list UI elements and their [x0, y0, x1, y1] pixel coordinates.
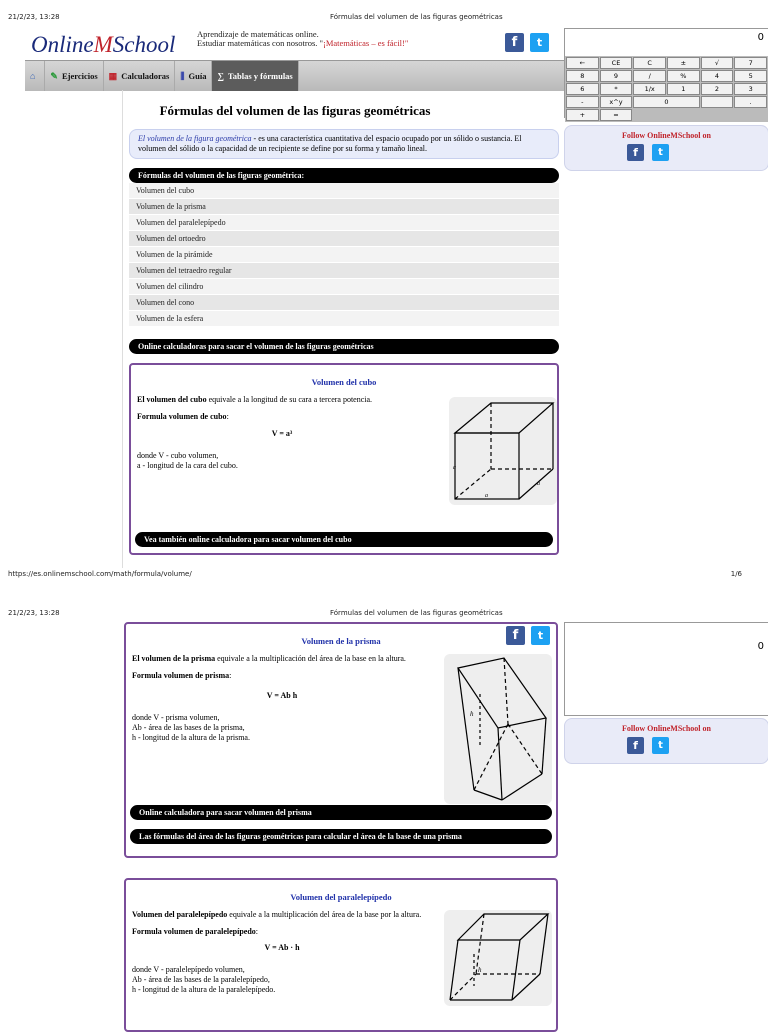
site-page-1	[25, 28, 565, 568]
calculator-key[interactable]: 3	[734, 83, 767, 95]
pdf-header-2	[0, 606, 768, 620]
calculator-key[interactable]: =	[600, 109, 633, 121]
calculator-key[interactable]	[701, 96, 734, 108]
calculator-key[interactable]: *	[600, 83, 633, 95]
pdf-doc-title: Fórmulas del volumen de las figuras geométricas	[330, 609, 503, 617]
nav-guia[interactable]: ⫼ Guía	[175, 61, 212, 91]
pdf-doc-title: Fórmulas del volumen de las figuras geométricas	[330, 13, 503, 21]
calculator-key[interactable]: 7	[734, 57, 767, 69]
calculator-key[interactable]: 1/x	[633, 83, 666, 95]
calc-bar-wrap	[129, 339, 559, 354]
calculator-key[interactable]: 5	[734, 70, 767, 82]
prism-label-h: h	[470, 710, 474, 718]
calculator-key[interactable]: .	[734, 96, 767, 108]
calculator-widget	[564, 28, 768, 118]
nav-home[interactable]	[25, 61, 45, 91]
pdf-date: 21/2/23, 13:28	[8, 609, 60, 617]
calculator-key[interactable]: 2	[701, 83, 734, 95]
prism-formula: V = Ab h	[266, 691, 298, 700]
follow-box	[564, 125, 768, 171]
cube-label-a: a	[537, 481, 540, 487]
twitter-icon[interactable]: t	[652, 737, 669, 754]
cube-label-a: a	[453, 465, 456, 471]
calculator-key[interactable]: %	[667, 70, 700, 82]
list-item[interactable]: Volumen del ortoedro	[129, 231, 559, 247]
cube-where-2: a - longitud de la cara del cubo.	[137, 461, 238, 470]
parallelepiped-label-h: h	[478, 966, 482, 974]
list-item[interactable]: Volumen de la pirámide	[129, 247, 559, 263]
list-header: Fórmulas del volumen de las figuras geométrica:	[129, 168, 559, 183]
facebook-icon[interactable]: f	[627, 144, 644, 161]
pdf-header	[0, 10, 768, 24]
prism-calc-link[interactable]: Online calculadora para sacar volumen del prisma	[130, 805, 552, 820]
parallelepiped-where-1: donde V - paralelepípedo volumen,	[132, 965, 245, 974]
site-header	[25, 28, 565, 60]
page-title: Fórmulas del volumen de las figuras geométricas	[159, 103, 431, 118]
calculator-widget-2	[564, 622, 768, 716]
calculator-icon: ▦	[108, 70, 118, 81]
list-item[interactable]: Volumen del tetraedro regular	[129, 263, 559, 279]
calculator-key[interactable]: 9	[600, 70, 633, 82]
main-nav	[25, 60, 565, 91]
prism-figure	[444, 654, 552, 804]
list-item[interactable]: Volumen de la prisma	[129, 199, 559, 215]
list-item[interactable]: Volumen del cono	[129, 295, 559, 311]
cube-text: El volumen del cubo equivale a la longitud de su cara a tercera potencia.	[137, 395, 373, 404]
calculator-key[interactable]: /	[633, 70, 666, 82]
pdf-page-number: 1/6	[730, 570, 742, 578]
prism-card	[124, 622, 558, 858]
facebook-icon[interactable]: f	[627, 737, 644, 754]
parallelepiped-card	[124, 878, 558, 1032]
facebook-icon[interactable]: f	[505, 33, 524, 52]
calculator-key[interactable]: ±	[667, 57, 700, 69]
logo[interactable]: OnlineMSchool	[31, 32, 176, 57]
prism-area-link[interactable]: Las fórmulas del área de las figuras geométricas para calcular el área de la base de una prisma	[130, 829, 552, 844]
prism-formula-label: Formula volumen de prisma:	[132, 671, 232, 680]
cube-formula: V = a³	[271, 429, 293, 438]
prism-where-1: donde V - prisma volumen,	[132, 713, 220, 722]
prism-text: El volumen de la prisma equivale a la multiplicación del área de la base en la altura.	[132, 654, 406, 663]
cube-label-a: a	[485, 493, 488, 499]
calculator-key[interactable]: ←	[566, 57, 599, 69]
parallelepiped-figure	[444, 910, 552, 1006]
facebook-icon[interactable]: f	[506, 626, 525, 645]
pdf-footer	[0, 567, 768, 581]
cube-where-1: donde V - cubo volumen,	[137, 451, 219, 460]
calculator-keypad	[565, 56, 768, 122]
pdf-url: https://es.onlinemschool.com/math/formula/volume/	[8, 570, 192, 578]
calculator-key[interactable]: 4	[701, 70, 734, 82]
calculator-display: 0	[757, 641, 764, 652]
calculators-link[interactable]: Online calculadoras para sacar el volumen de las figuras geométricas	[129, 339, 559, 354]
follow-box-2	[564, 718, 768, 764]
sigma-icon: ∑	[217, 71, 224, 81]
parallelepiped-formula: V = Ab · h	[264, 943, 300, 952]
calculator-key[interactable]: -	[566, 96, 599, 108]
cube-figure	[449, 397, 557, 505]
nav-tablas[interactable]: ∑ Tablas y fórmulas	[212, 61, 298, 91]
nav-ejercicios[interactable]: ✎ Ejercicios	[45, 61, 103, 91]
follow-text: Follow OnlineMSchool on	[622, 131, 711, 140]
parallelepiped-title: Volumen del paralelepípedo	[290, 892, 392, 902]
twitter-icon[interactable]: t	[531, 626, 550, 645]
follow-text: Follow OnlineMSchool on	[622, 724, 711, 733]
book-icon: ⫼	[180, 70, 185, 81]
calculator-key[interactable]: 8	[566, 70, 599, 82]
twitter-icon[interactable]: t	[530, 33, 549, 52]
list-item[interactable]: Volumen de la esfera	[129, 311, 559, 327]
calculator-key[interactable]: CE	[600, 57, 633, 69]
calculator-key[interactable]: 0	[633, 96, 699, 108]
calculator-key[interactable]: 1	[667, 83, 700, 95]
cube-formula-label: Formula volumen de cubo:	[137, 412, 229, 421]
calculator-key[interactable]: x^y	[600, 96, 633, 108]
calculator-display: 0	[757, 32, 764, 43]
intro-box: El volumen de la figura geométrica - es una característica cuantitativa del espacio ocupado por un sólido o sustancia. El volumen del sólido o la capacidad de un recipiente se define por su forma y tamaño lineal.	[129, 129, 559, 159]
prism-where-3: h - longitud de la altura de la prisma.	[132, 733, 250, 742]
intro-link[interactable]: El volumen de la figura geométrica	[138, 134, 252, 143]
formula-list	[129, 168, 559, 327]
list-items	[129, 183, 559, 327]
cube-calc-link[interactable]: Vea también online calculadora para sacar volumen del cubo	[135, 532, 553, 547]
pdf-date: 21/2/23, 13:28	[8, 13, 60, 21]
pencil-icon: ✎	[50, 70, 58, 81]
prism-where-2: Ab - área de las bases de la prisma,	[132, 723, 245, 732]
nav-calculadoras[interactable]: ▦ Calculadoras	[104, 61, 176, 91]
site-page-2	[25, 620, 565, 1024]
content-divider	[122, 90, 123, 568]
twitter-icon[interactable]: t	[652, 144, 669, 161]
calculator-key[interactable]: √	[701, 57, 734, 69]
parallelepiped-where-2: Ab - área de las bases de la paralelepípedo,	[132, 975, 270, 984]
parallelepiped-where-3: h - longitud de la altura de la paralelepípedo.	[132, 985, 276, 994]
calculator-key[interactable]: 6	[566, 83, 599, 95]
cube-title: Volumen del cubo	[311, 377, 377, 387]
list-item[interactable]: Volumen del paralelepípedo	[129, 215, 559, 231]
parallelepiped-formula-label: Formula volumen de paralelepípedo:	[132, 927, 259, 936]
prism-title: Volumen de la prisma	[301, 636, 381, 646]
calculator-key[interactable]: C	[633, 57, 666, 69]
cube-card	[129, 363, 559, 555]
calculator-key[interactable]: +	[566, 109, 599, 121]
tagline: Aprendizaje de matemáticas online. Estudiar matemáticas con nosotros. "¡Matemáticas – es fácil!"	[197, 29, 409, 48]
list-item[interactable]: Volumen del cubo	[129, 183, 559, 199]
parallelepiped-text: Volumen del paralelepípedo equivale a la multiplicación del área de la base por la altura.	[132, 910, 422, 919]
home-icon: ⌂	[30, 71, 36, 81]
list-item[interactable]: Volumen del cilindro	[129, 279, 559, 295]
